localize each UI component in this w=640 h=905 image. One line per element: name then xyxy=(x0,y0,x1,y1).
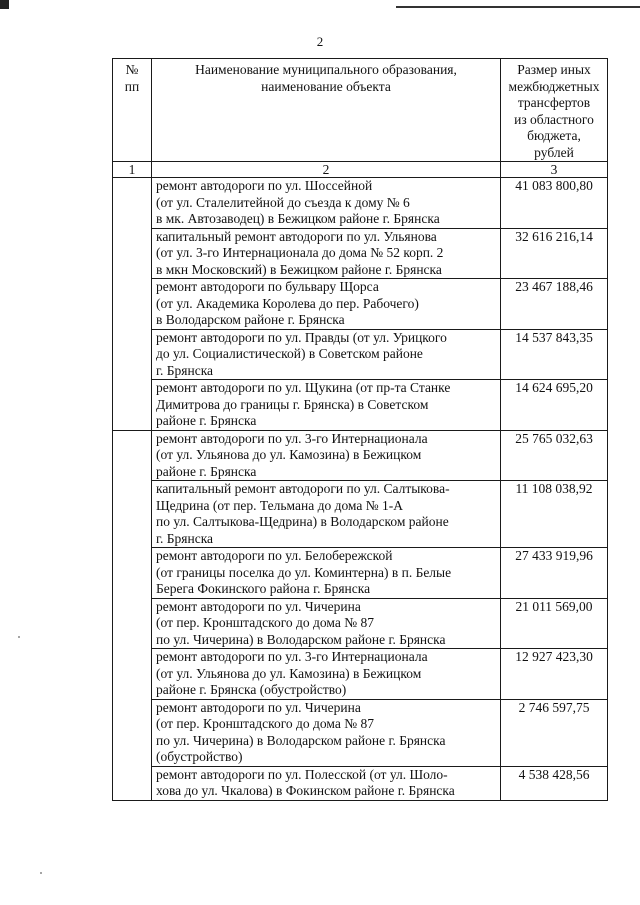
header-row xyxy=(113,59,608,162)
header-number: № пп xyxy=(113,59,152,162)
index-cell-1: 1 xyxy=(113,162,152,178)
table-row xyxy=(113,380,608,431)
table-row xyxy=(113,279,608,330)
object-name: капитальный ремонт автодороги по ул. Ульянова (от ул. 3-го Интернационала до дома № 52 корп. 2 в мкн Московский) в Бежицком районе г. Брянска xyxy=(152,228,501,279)
scan-corner-mark xyxy=(0,0,9,9)
page-number: 2 xyxy=(316,34,324,49)
header-amount: Размер иных межбюджетных трансфертов из областного бюджета, рублей xyxy=(501,59,608,162)
scan-edge-line xyxy=(396,6,640,8)
transfer-amount: 41 083 800,80 xyxy=(501,178,608,229)
transfer-amount: 4 538 428,56 xyxy=(501,766,608,800)
transfer-amount: 11 108 038,92 xyxy=(501,481,608,548)
object-name: ремонт автодороги по ул. Белобережской (от границы поселка до ул. Коминтерна) в п. Белые Берега Фокинского района г. Брянска xyxy=(152,548,501,599)
transfer-amount: 14 624 695,20 xyxy=(501,380,608,431)
index-cell-3: 3 xyxy=(501,162,608,178)
transfer-amount: 32 616 216,14 xyxy=(501,228,608,279)
transfer-amount: 12 927 423,30 xyxy=(501,649,608,700)
scan-speck xyxy=(18,636,20,638)
object-name: ремонт автодороги по ул. 3-го Интернационала (от ул. Ульянова до ул. Камозина) в Бежицком районе г. Брянска (обустройство) xyxy=(152,649,501,700)
table-row xyxy=(113,699,608,766)
transfer-amount: 14 537 843,35 xyxy=(501,329,608,380)
object-name: ремонт автодороги по ул. Полесской (от ул. Шоло- хова до ул. Чкалова) в Фокинском районе г. Брянска xyxy=(152,766,501,800)
header-name: Наименование муниципального образования, наименование объекта xyxy=(152,59,501,162)
scan-speck xyxy=(40,872,42,874)
table-body xyxy=(113,178,608,801)
index-cell-2: 2 xyxy=(152,162,501,178)
object-name: ремонт автодороги по ул. Щукина (от пр-та Станке Димитрова до границы г. Брянска) в Советском районе г. Брянска xyxy=(152,380,501,431)
table-row xyxy=(113,228,608,279)
group-number-cell xyxy=(113,178,152,431)
transfer-amount: 27 433 919,96 xyxy=(501,548,608,599)
transfer-amount: 23 467 188,46 xyxy=(501,279,608,330)
object-name: ремонт автодороги по ул. Правды (от ул. Урицкого до ул. Социалистической) в Советском районе г. Брянска xyxy=(152,329,501,380)
index-row xyxy=(113,162,608,178)
table-row xyxy=(113,329,608,380)
transfer-amount: 21 011 569,00 xyxy=(501,598,608,649)
object-name: ремонт автодороги по ул. Чичерина (от пер. Кронштадского до дома № 87 по ул. Чичерина) в Володарском районе г. Брянска xyxy=(152,598,501,649)
object-name: ремонт автодороги по ул. Чичерина (от пер. Кронштадского до дома № 87 по ул. Чичерина) в Володарском районе г. Брянска (обустройство) xyxy=(152,699,501,766)
transfer-amount: 25 765 032,63 xyxy=(501,430,608,481)
object-name: ремонт автодороги по ул. 3-го Интернационала (от ул. Ульянова до ул. Камозина) в Бежицком районе г. Брянска xyxy=(152,430,501,481)
table-row xyxy=(113,649,608,700)
transfer-amount: 2 746 597,75 xyxy=(501,699,608,766)
table-row xyxy=(113,178,608,229)
object-name: ремонт автодороги по бульвару Щорса (от ул. Академика Королева до пер. Рабочего) в Володарском районе г. Брянска xyxy=(152,279,501,330)
object-name: ремонт автодороги по ул. Шоссейной (от ул. Сталелитейной до съезда к дому № 6 в мк. Автозаводец) в Бежицком районе г. Брянска xyxy=(152,178,501,229)
table-row xyxy=(113,766,608,800)
table-row xyxy=(113,430,608,481)
group-number-cell xyxy=(113,430,152,800)
table-row xyxy=(113,598,608,649)
transfers-table xyxy=(112,58,608,801)
object-name: капитальный ремонт автодороги по ул. Салтыкова- Щедрина (от пер. Тельмана до дома № 1-А по ул. Салтыкова-Щедрина) в Володарском районе г. Брянска xyxy=(152,481,501,548)
table-row xyxy=(113,548,608,599)
table-row xyxy=(113,481,608,548)
